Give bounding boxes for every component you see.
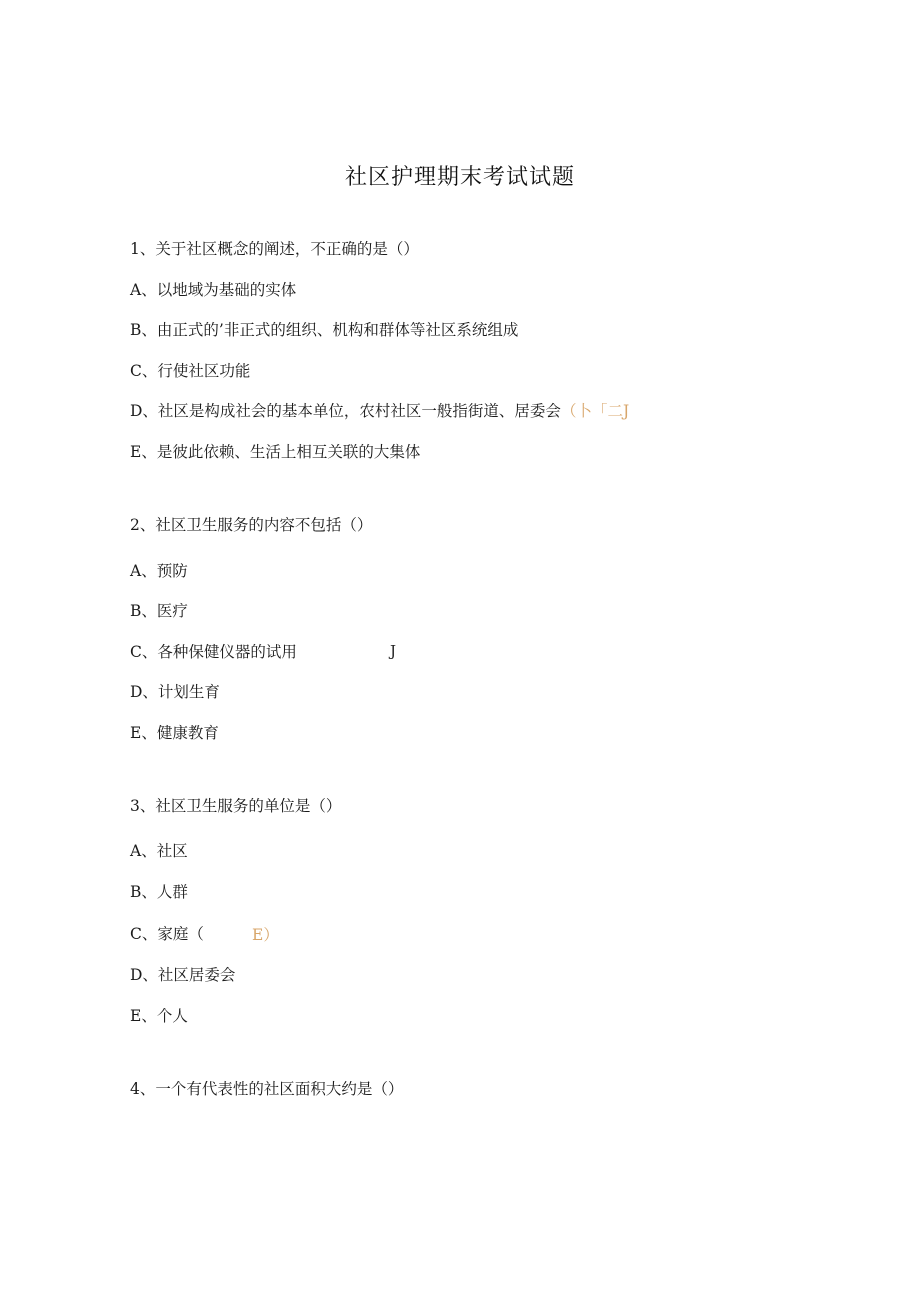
question-3-option-a: A、社区: [130, 842, 188, 860]
question-3-option-e: E、个人: [130, 1007, 188, 1025]
question-1-stem: 1、关于社区概念的阐述，不正确的是（）: [130, 240, 419, 258]
question-3-option-d: D、社区居委会: [130, 966, 236, 984]
question-4-stem: 4、一个有代表性的社区面积大约是（）: [130, 1080, 404, 1098]
question-2-option-d: D、计划生育: [130, 683, 220, 701]
stray-mark: J: [390, 642, 397, 660]
question-3-option-b: B、人群: [130, 883, 188, 901]
question-1-option-a: A、以地域为基础的实体: [130, 281, 297, 299]
question-2-option-c: C、各种保健仪器的试用: [130, 643, 297, 661]
question-1-option-d-row: [130, 401, 629, 421]
question-2-option-a: A、预防: [130, 562, 188, 580]
question-1-option-e: E、是彼此依赖、生活上相互关联的大集体: [130, 443, 421, 461]
handwritten-annotation: （卜「二J: [560, 402, 630, 420]
question-3-stem: 3、社区卫生服务的单位是（）: [130, 797, 342, 815]
question-3-option-c: C、家庭（: [130, 925, 204, 943]
question-1-option-c: C、行使社区功能: [130, 362, 251, 380]
exam-title: 社区护理期末考试试题: [344, 165, 575, 190]
question-1-option-b: B、由正式的’非正式的组织、机构和群体等社区系统组成: [130, 321, 519, 339]
question-2-stem: 2、社区卫生服务的内容不包括（）: [130, 516, 373, 534]
handwritten-annotation-2: E）: [252, 926, 279, 944]
question-1-option-d: D、社区是构成社会的基本单位，农村社区一般指街道、居委会: [130, 402, 561, 420]
question-2-option-b: B、医疗: [130, 602, 188, 620]
question-2-option-e: E、健康教育: [130, 724, 219, 742]
